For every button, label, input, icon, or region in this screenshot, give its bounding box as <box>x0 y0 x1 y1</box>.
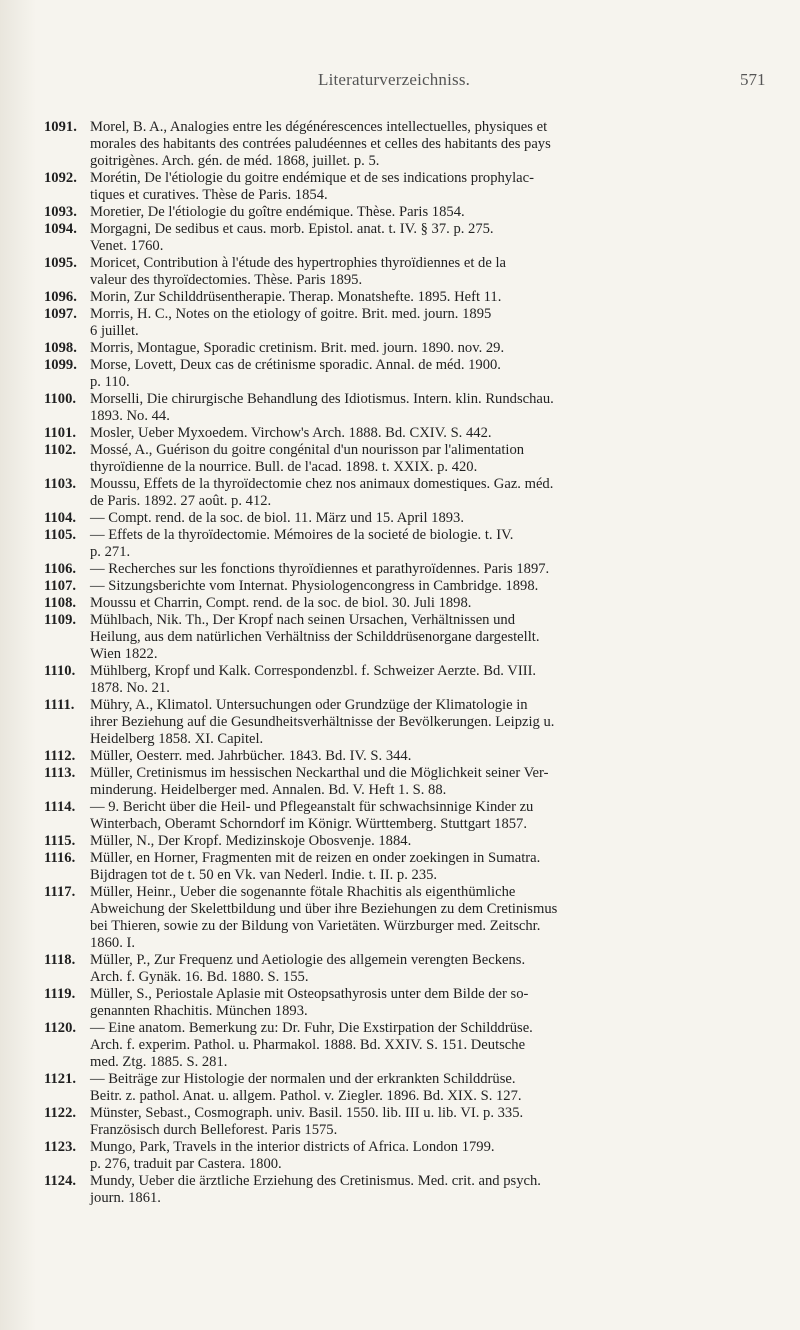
bibliography-entry <box>44 1020 764 1071</box>
entry-line: med. Ztg. 1885. S. 281. <box>90 1054 228 1070</box>
entry-text <box>90 561 764 578</box>
entry-text <box>90 119 764 170</box>
entry-line: Mühlbach, Nik. Th., Der Kropf nach seinen Ursachen, Verhältnissen und <box>90 612 516 628</box>
entry-text <box>90 476 764 510</box>
entry-text <box>90 1105 764 1139</box>
entry-line: bei Thieren, sowie zu der Bildung von Varietäten. Würzburger med. Zeitschr. <box>90 918 541 934</box>
entry-line: Moussu, Effets de la thyroïdectomie chez nos animaux domestiques. Gaz. méd. <box>90 476 554 492</box>
entry-line: tiques et curatives. Thèse de Paris. 1854. <box>90 187 328 203</box>
bibliography-entry <box>44 561 764 578</box>
entry-line: Bijdragen tot de t. 50 en Vk. van Nederl. Indie. t. II. p. 235. <box>90 867 438 883</box>
entry-text <box>90 357 764 391</box>
bibliography-entry <box>44 1139 764 1173</box>
entry-text <box>90 510 764 527</box>
entry-text <box>90 204 764 221</box>
entry-number: 1103. <box>44 476 77 492</box>
entry-number: 1119. <box>44 986 76 1002</box>
entry-number: 1123. <box>44 1139 77 1155</box>
entry-number: 1095. <box>44 255 77 271</box>
entry-line: Moretier, De l'étiologie du goître endémique. Thèse. Paris 1854. <box>90 204 465 220</box>
entry-number: 1104. <box>44 510 77 526</box>
entry-text <box>90 578 764 595</box>
entry-line: journ. 1861. <box>90 1190 161 1206</box>
bibliography-entry <box>44 833 764 850</box>
entry-number: 1092. <box>44 170 77 186</box>
entry-line: — Sitzungsberichte vom Internat. Physiologencongress in Cambridge. 1898. <box>90 578 539 594</box>
entry-text <box>90 799 764 833</box>
entry-line: 1878. No. 21. <box>90 680 170 696</box>
entry-number: 1106. <box>44 561 77 577</box>
entry-line: Müller, Cretinismus im hessischen Neckarthal und die Möglichkeit seiner Ver- <box>90 765 549 781</box>
entry-line: Münster, Sebast., Cosmograph. univ. Basil. 1550. lib. III u. lib. VI. p. 335. <box>90 1105 524 1121</box>
entry-number: 1118. <box>44 952 76 968</box>
entry-number: 1114. <box>44 799 76 815</box>
entry-line: Winterbach, Oberamt Schorndorf im Königr. Württemberg. Stuttgart 1857. <box>90 816 527 832</box>
entry-line: Moricet, Contribution à l'étude des hypertrophies thyroïdiennes et de la <box>90 255 507 271</box>
entry-number: 1113. <box>44 765 76 781</box>
entry-number: 1105. <box>44 527 77 543</box>
entry-line: Moussu et Charrin, Compt. rend. de la soc. de biol. 30. Juli 1898. <box>90 595 472 611</box>
entry-line: Morel, B. A., Analogies entre les dégénérescences intellectuelles, physiques et <box>90 119 548 135</box>
entry-text <box>90 1173 764 1207</box>
bibliography-entry <box>44 748 764 765</box>
bibliography-entry <box>44 697 764 748</box>
bibliography-entry <box>44 170 764 204</box>
page-edge-shadow <box>0 0 36 1330</box>
entry-line: Mossé, A., Guérison du goitre congénital d'un nourisson par l'alimentation <box>90 442 525 458</box>
entry-number: 1098. <box>44 340 77 356</box>
bibliography-entry <box>44 850 764 884</box>
entry-line: — Recherches sur les fonctions thyroïdiennes et parathyroïdennes. Paris 1897. <box>90 561 550 577</box>
entry-line: Beitr. z. pathol. Anat. u. allgem. Pathol. v. Ziegler. 1896. Bd. XIX. S. 127. <box>90 1088 522 1104</box>
bibliography-entry <box>44 306 764 340</box>
bibliography-entry <box>44 357 764 391</box>
entry-text <box>90 391 764 425</box>
bibliography-entry <box>44 884 764 952</box>
entry-text <box>90 1020 764 1071</box>
entry-number: 1101. <box>44 425 77 441</box>
entry-line: Mühlberg, Kropf und Kalk. Correspondenzbl. f. Schweizer Aerzte. Bd. VIII. <box>90 663 537 679</box>
entry-line: Morris, H. C., Notes on the etiology of goitre. Brit. med. journ. 1895 <box>90 306 492 322</box>
entry-number: 1116. <box>44 850 76 866</box>
entry-number: 1115. <box>44 833 76 849</box>
entry-number: 1093. <box>44 204 77 220</box>
bibliography-list <box>44 119 764 1207</box>
entry-line: Wien 1822. <box>90 646 158 662</box>
entry-line: Abweichung der Skelettbildung und über ihre Beziehungen zu dem Cretinismus <box>90 901 558 917</box>
entry-text <box>90 833 764 850</box>
entry-line: morales des habitants des contrées paludéennes et celles des habitants des pays <box>90 136 551 152</box>
bibliography-entry <box>44 663 764 697</box>
entry-text <box>90 748 764 765</box>
entry-text <box>90 850 764 884</box>
entry-text <box>90 306 764 340</box>
entry-number: 1096. <box>44 289 77 305</box>
entry-number: 1099. <box>44 357 77 373</box>
entry-number: 1108. <box>44 595 77 611</box>
entry-line: de Paris. 1892. 27 août. p. 412. <box>90 493 272 509</box>
entry-line: Morselli, Die chirurgische Behandlung des Idiotismus. Intern. klin. Rundschau. <box>90 391 554 407</box>
entry-line: Arch. f. experim. Pathol. u. Pharmakol. 1888. Bd. XXIV. S. 151. Deutsche <box>90 1037 526 1053</box>
running-title: Literaturverzeichniss. <box>318 70 471 89</box>
bibliography-entry <box>44 1105 764 1139</box>
bibliography-entry <box>44 476 764 510</box>
bibliography-entry <box>44 442 764 476</box>
entry-line: genannten Rhachitis. München 1893. <box>90 1003 308 1019</box>
entry-text <box>90 1139 764 1173</box>
entry-text <box>90 952 764 986</box>
entry-number: 1097. <box>44 306 77 322</box>
entry-number: 1091. <box>44 119 77 135</box>
entry-line: goitrigènes. Arch. gén. de méd. 1868, juillet. p. 5. <box>90 153 380 169</box>
entry-line: Morgagni, De sedibus et caus. morb. Epistol. anat. t. IV. § 37. p. 275. <box>90 221 494 237</box>
entry-line: Müller, S., Periostale Aplasie mit Osteopsathyrosis unter dem Bilde der so- <box>90 986 529 1002</box>
entry-number: 1121. <box>44 1071 77 1087</box>
bibliography-entry <box>44 612 764 663</box>
entry-line: Arch. f. Gynäk. 16. Bd. 1880. S. 155. <box>90 969 309 985</box>
entry-line: — 9. Bericht über die Heil- und Pflegeanstalt für schwachsinnige Kinder zu <box>90 799 534 815</box>
entry-line: minderung. Heidelberger med. Annalen. Bd. V. Heft 1. S. 88. <box>90 782 447 798</box>
entry-line: Mungo, Park, Travels in the interior districts of Africa. London 1799. <box>90 1139 495 1155</box>
entry-line: Müller, P., Zur Frequenz und Aetiologie des allgemein verengten Beckens. <box>90 952 526 968</box>
entry-number: 1109. <box>44 612 77 628</box>
entry-text <box>90 884 764 952</box>
entry-number: 1102. <box>44 442 77 458</box>
bibliography-entry <box>44 527 764 561</box>
entry-text <box>90 1071 764 1105</box>
page-header <box>0 70 800 94</box>
entry-text <box>90 595 764 612</box>
entry-number: 1122. <box>44 1105 77 1121</box>
entry-line: — Beiträge zur Histologie der normalen und der erkrankten Schilddrüse. <box>90 1071 516 1087</box>
bibliography-entry <box>44 425 764 442</box>
entry-number: 1117. <box>44 884 76 900</box>
entry-line: valeur des thyroïdectomies. Thèse. Paris 1895. <box>90 272 363 288</box>
entry-line: Mundy, Ueber die ärztliche Erziehung des Cretinismus. Med. crit. and psych. <box>90 1173 541 1189</box>
entry-line: 1860. I. <box>90 935 135 951</box>
entry-line: Heilung, aus dem natürlichen Verhältniss der Schilddrüsenorgane dargestellt. <box>90 629 540 645</box>
bibliography-entry <box>44 1173 764 1207</box>
bibliography-entry <box>44 340 764 357</box>
entry-number: 1110. <box>44 663 76 679</box>
bibliography-entry <box>44 1071 764 1105</box>
entry-line: Morris, Montague, Sporadic cretinism. Brit. med. journ. 1890. nov. 29. <box>90 340 505 356</box>
bibliography-entry <box>44 391 764 425</box>
entry-line: ihrer Beziehung auf die Gesundheitsverhältnisse der Bevölkerungen. Leipzig u. <box>90 714 555 730</box>
bibliography-entry <box>44 510 764 527</box>
page-number: 571 <box>740 70 766 89</box>
bibliography-entry <box>44 799 764 833</box>
entry-line: 6 juillet. <box>90 323 139 339</box>
entry-number: 1112. <box>44 748 76 764</box>
entry-line: Venet. 1760. <box>90 238 164 254</box>
entry-number: 1124. <box>44 1173 77 1189</box>
entry-line: Französisch durch Belleforest. Paris 1575. <box>90 1122 338 1138</box>
bibliography-entry <box>44 952 764 986</box>
entry-line: Müller, N., Der Kropf. Medizinskoje Obosvenje. 1884. <box>90 833 412 849</box>
entry-line: — Eine anatom. Bemerkung zu: Dr. Fuhr, Die Exstirpation der Schilddrüse. <box>90 1020 533 1036</box>
entry-number: 1094. <box>44 221 77 237</box>
entry-line: p. 271. <box>90 544 131 560</box>
entry-line: Mosler, Ueber Myxoedem. Virchow's Arch. 1888. Bd. CXIV. S. 442. <box>90 425 492 441</box>
entry-line: Morin, Zur Schilddrüsentherapie. Therap. Monatshefte. 1895. Heft 11. <box>90 289 502 305</box>
entry-text <box>90 765 764 799</box>
entry-text <box>90 986 764 1020</box>
entry-text <box>90 425 764 442</box>
entry-line: — Effets de la thyroïdectomie. Mémoires de la societé de biologie. t. IV. <box>90 527 514 543</box>
entry-text <box>90 170 764 204</box>
entry-text <box>90 340 764 357</box>
entry-text <box>90 255 764 289</box>
entry-line: Heidelberg 1858. XI. Capitel. <box>90 731 264 747</box>
entry-line: p. 276, traduit par Castera. 1800. <box>90 1156 282 1172</box>
entry-line: Morse, Lovett, Deux cas de crétinisme sporadic. Annal. de méd. 1900. <box>90 357 501 373</box>
bibliography-entry <box>44 119 764 170</box>
bibliography-entry <box>44 289 764 306</box>
bibliography-entry <box>44 204 764 221</box>
entry-line: Müller, Heinr., Ueber die sogenannte fötale Rhachitis als eigenthümliche <box>90 884 516 900</box>
bibliography-entry <box>44 221 764 255</box>
entry-text <box>90 527 764 561</box>
entry-line: Morétin, De l'étiologie du goitre endémique et de ses indications prophylac- <box>90 170 534 186</box>
entry-line: — Compt. rend. de la soc. de biol. 11. März und 15. April 1893. <box>90 510 464 526</box>
entry-text <box>90 663 764 697</box>
entry-number: 1107. <box>44 578 77 594</box>
entry-text <box>90 442 764 476</box>
bibliography-entry <box>44 765 764 799</box>
entry-line: 1893. No. 44. <box>90 408 170 424</box>
entry-text <box>90 612 764 663</box>
entry-number: 1100. <box>44 391 77 407</box>
entry-number: 1120. <box>44 1020 77 1036</box>
entry-line: Mühry, A., Klimatol. Untersuchungen oder Grundzüge der Klimatologie in <box>90 697 528 713</box>
entry-line: Müller, en Horner, Fragmenten mit de reizen en onder zoekingen in Sumatra. <box>90 850 541 866</box>
bibliography-entry <box>44 986 764 1020</box>
entry-text <box>90 221 764 255</box>
entry-number: 1111. <box>44 697 75 713</box>
entry-text <box>90 697 764 748</box>
entry-line: p. 110. <box>90 374 130 390</box>
bibliography-entry <box>44 255 764 289</box>
entry-text <box>90 289 764 306</box>
bibliography-entry <box>44 595 764 612</box>
bibliography-entry <box>44 578 764 595</box>
entry-line: thyroïdienne de la nourrice. Bull. de l'acad. 1898. t. XXIX. p. 420. <box>90 459 478 475</box>
entry-line: Müller, Oesterr. med. Jahrbücher. 1843. Bd. IV. S. 344. <box>90 748 412 764</box>
